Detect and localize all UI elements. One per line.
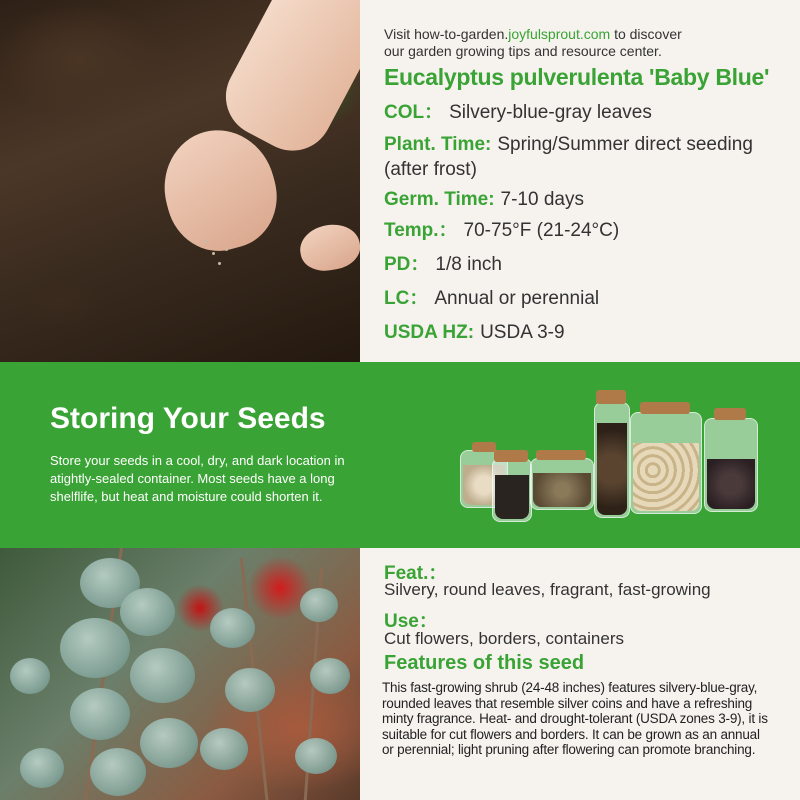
- features-text: This fast-growing shrub (24-48 inches) features silvery-blue-gray, rounded leaves that resemble silver coins and have a refreshing minty fragrance. Heat- and drought-tolerant (USDA zones 3-9), it is suitable for cut flowers and borders. It can be grown as an annual or perennial; light pruning after flowering can promote branching.: [382, 680, 768, 757]
- jar-seeds: [633, 443, 699, 511]
- jar: [630, 412, 702, 514]
- features-panel: [360, 548, 800, 800]
- jar: [530, 458, 594, 510]
- attr-value: 70-75°F (21-24°C): [463, 220, 620, 241]
- jar-cork: [472, 442, 496, 452]
- seed-dot: [225, 248, 228, 251]
- leaf: [120, 588, 175, 636]
- attr-temp: [384, 218, 799, 243]
- attr-life-cycle: [384, 286, 799, 311]
- jar-cork: [596, 390, 626, 404]
- attr-key: Germ. Time:: [384, 189, 495, 210]
- jar: [704, 418, 758, 512]
- attr-value: Annual or perennial: [434, 288, 600, 309]
- eucalyptus-photo: [0, 548, 360, 800]
- attr-key: USDA HZ:: [384, 322, 475, 343]
- leaf: [200, 728, 248, 770]
- leaf: [130, 648, 195, 703]
- second-hand-shape: [297, 220, 360, 275]
- jar-cork: [640, 402, 690, 414]
- leaf: [300, 588, 338, 622]
- top-section: [0, 0, 800, 362]
- attr-value: 1/8 inch: [435, 254, 502, 275]
- visit-suffix: to discover: [610, 26, 682, 42]
- jar-seeds: [495, 475, 529, 519]
- attr-key: Plant. Time:: [384, 134, 492, 155]
- attr-value: 7-10 days: [500, 189, 584, 210]
- leaf: [140, 718, 198, 768]
- jar-seeds: [597, 423, 627, 515]
- jar: [492, 458, 532, 522]
- leaf: [60, 618, 130, 678]
- jar-cork: [494, 450, 528, 462]
- seed-dot: [212, 252, 215, 255]
- feat-value: Silvery, round leaves, fragrant, fast-growing: [384, 580, 711, 599]
- attr-value: USDA 3-9: [480, 322, 565, 343]
- jar-cork: [714, 408, 746, 420]
- attr-usda-zone: [384, 320, 799, 345]
- jar-seeds: [533, 473, 591, 507]
- leaf: [20, 748, 64, 788]
- attr-germ-time: [384, 187, 799, 212]
- website-link[interactable]: joyfulsprout.com: [508, 26, 611, 42]
- attr-color: [384, 100, 799, 125]
- jar-seeds: [707, 459, 755, 509]
- leaf: [225, 668, 275, 712]
- attr-plant-time: [384, 132, 799, 182]
- plant-name: Eucalyptus pulverulenta 'Baby Blue': [384, 64, 770, 90]
- plant-info-panel: [360, 0, 800, 362]
- leaf: [210, 608, 255, 648]
- attr-value: Silvery-blue-gray leaves: [449, 102, 652, 123]
- leaf: [70, 688, 130, 740]
- visit-prefix: Visit how-to-garden.: [384, 26, 509, 42]
- seed-dot: [218, 262, 221, 265]
- jar-cork: [536, 450, 586, 460]
- leaf: [90, 748, 146, 796]
- attr-value: Spring/Summer direct seeding (after frost): [384, 134, 753, 180]
- storing-title: Storing Your Seeds: [50, 402, 326, 435]
- features-title: Features of this seed: [384, 652, 585, 674]
- soil-hand-photo: [0, 0, 360, 362]
- seed-dot: [205, 240, 208, 243]
- jar: [594, 402, 630, 518]
- attr-planting-depth: [384, 252, 799, 277]
- leaf: [10, 658, 50, 694]
- feat-label: Feat.：: [384, 563, 448, 584]
- leaf: [295, 738, 337, 774]
- visit-text: [384, 26, 784, 60]
- leaf: [310, 658, 350, 694]
- visit-line2: our garden growing tips and resource center.: [384, 43, 662, 59]
- attr-key: COL：: [384, 102, 444, 123]
- attr-key: PD：: [384, 254, 430, 275]
- use-value: Cut flowers, borders, containers: [384, 629, 624, 648]
- attr-key: LC：: [384, 288, 429, 309]
- storing-band: [0, 362, 800, 548]
- attr-key: Temp.：: [384, 220, 458, 241]
- use-label: Use：: [384, 611, 438, 632]
- storing-text: Store your seeds in a cool, dry, and dark location in atightly-sealed container. Most seeds have a long shelflife, but heat and moisture could shorten it.: [50, 453, 345, 504]
